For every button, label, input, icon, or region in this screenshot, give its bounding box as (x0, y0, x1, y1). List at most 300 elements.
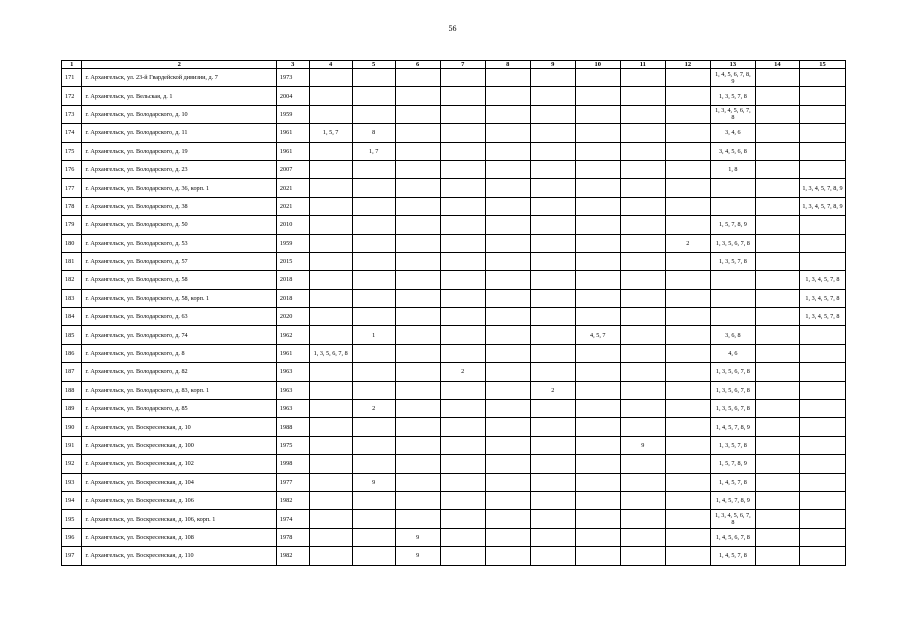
row-number-cell: 189 (62, 400, 82, 418)
value-cell (665, 252, 710, 270)
value-cell (755, 436, 799, 454)
value-cell (309, 510, 352, 528)
value-cell (485, 179, 530, 197)
row-number-cell: 183 (62, 289, 82, 307)
row-number-cell: 194 (62, 491, 82, 509)
year-cell: 1959 (276, 105, 309, 123)
value-cell (620, 400, 665, 418)
value-cell (485, 547, 530, 565)
value-cell (440, 547, 485, 565)
value-cell (352, 69, 395, 87)
value-cell (395, 436, 440, 454)
value-cell (485, 105, 530, 123)
year-cell: 1977 (276, 473, 309, 491)
value-cell (799, 400, 845, 418)
value-cell (485, 252, 530, 270)
table-row (62, 547, 846, 565)
value-cell (575, 418, 620, 436)
value-cell (309, 363, 352, 381)
value-cell (665, 547, 710, 565)
value-cell (530, 105, 575, 123)
address-cell: г. Архангельск, ул. Воскресенская, д. 108 (82, 528, 276, 546)
address-cell: г. Архангельск, ул. Воскресенская, д. 106, корп. 1 (82, 510, 276, 528)
value-cell (665, 197, 710, 215)
table-row (62, 216, 846, 234)
value-cell (799, 491, 845, 509)
table-row (62, 197, 846, 215)
value-cell (440, 400, 485, 418)
value-cell (620, 381, 665, 399)
year-cell: 1998 (276, 455, 309, 473)
value-cell: 1, 4, 5, 7, 8, 9 (710, 418, 755, 436)
value-cell (352, 105, 395, 123)
value-cell (799, 87, 845, 105)
column-header: 15 (799, 61, 845, 69)
value-cell (440, 326, 485, 344)
value-cell (352, 547, 395, 565)
value-cell (395, 105, 440, 123)
value-cell (395, 234, 440, 252)
row-number-cell: 177 (62, 179, 82, 197)
value-cell (440, 252, 485, 270)
value-cell (440, 473, 485, 491)
value-cell (309, 197, 352, 215)
value-cell: 1, 4, 5, 6, 7, 8, 9 (710, 69, 755, 87)
year-cell: 1988 (276, 418, 309, 436)
value-cell (485, 69, 530, 87)
value-cell (710, 289, 755, 307)
value-cell (485, 528, 530, 546)
value-cell (395, 455, 440, 473)
address-cell: г. Архангельск, ул. Володарского, д. 58, корп. 1 (82, 289, 276, 307)
value-cell (485, 473, 530, 491)
value-cell (575, 363, 620, 381)
row-number-cell: 187 (62, 363, 82, 381)
value-cell (575, 234, 620, 252)
value-cell (530, 179, 575, 197)
value-cell (665, 69, 710, 87)
value-cell (620, 69, 665, 87)
address-cell: г. Архангельск, ул. Воскресенская, д. 110 (82, 547, 276, 565)
value-cell (755, 142, 799, 160)
value-cell (799, 124, 845, 142)
address-cell: г. Архангельск, ул. Воскресенская, д. 106 (82, 491, 276, 509)
value-cell (352, 418, 395, 436)
table-row (62, 418, 846, 436)
value-cell (799, 510, 845, 528)
value-cell (530, 436, 575, 454)
address-cell: г. Архангельск, ул. Володарского, д. 58 (82, 271, 276, 289)
value-cell (440, 289, 485, 307)
value-cell (352, 363, 395, 381)
value-cell (755, 179, 799, 197)
value-cell (575, 216, 620, 234)
value-cell: 9 (395, 547, 440, 565)
address-cell: г. Архангельск, ул. Володарского, д. 36, корп. 1 (82, 179, 276, 197)
address-cell: г. Архангельск, ул. Володарского, д. 38 (82, 197, 276, 215)
value-cell: 1, 3, 5, 7, 8 (710, 252, 755, 270)
value-cell (530, 252, 575, 270)
value-cell (440, 436, 485, 454)
value-cell (575, 179, 620, 197)
value-cell (309, 473, 352, 491)
value-cell (440, 510, 485, 528)
value-cell (530, 473, 575, 491)
column-header: 5 (352, 61, 395, 69)
value-cell (755, 197, 799, 215)
value-cell (440, 160, 485, 178)
value-cell (530, 344, 575, 362)
value-cell: 1, 4, 5, 6, 7, 8 (710, 528, 755, 546)
value-cell (485, 142, 530, 160)
data-table (61, 60, 846, 566)
year-cell: 1963 (276, 363, 309, 381)
value-cell (485, 326, 530, 344)
table-body (62, 69, 846, 566)
value-cell: 1, 3, 4, 5, 6, 7, 8 (710, 510, 755, 528)
value-cell (799, 105, 845, 123)
table-row (62, 271, 846, 289)
page-number: 56 (448, 24, 457, 33)
year-cell: 1962 (276, 326, 309, 344)
value-cell (309, 308, 352, 326)
year-cell: 2021 (276, 179, 309, 197)
year-cell: 1963 (276, 381, 309, 399)
value-cell (530, 308, 575, 326)
value-cell (799, 252, 845, 270)
value-cell (530, 455, 575, 473)
row-number-cell: 179 (62, 216, 82, 234)
address-cell: г. Архангельск, ул. Володарского, д. 83, корп. 1 (82, 381, 276, 399)
value-cell (440, 418, 485, 436)
column-header: 13 (710, 61, 755, 69)
year-cell: 1974 (276, 510, 309, 528)
value-cell (440, 197, 485, 215)
value-cell (665, 455, 710, 473)
value-cell (309, 179, 352, 197)
table-row (62, 87, 846, 105)
value-cell (575, 142, 620, 160)
value-cell (485, 363, 530, 381)
value-cell (309, 547, 352, 565)
value-cell (395, 326, 440, 344)
table-row (62, 179, 846, 197)
value-cell (440, 124, 485, 142)
value-cell (799, 547, 845, 565)
address-cell: г. Архангельск, ул. Володарского, д. 63 (82, 308, 276, 326)
value-cell (530, 363, 575, 381)
value-cell (440, 105, 485, 123)
table-row (62, 160, 846, 178)
value-cell (309, 160, 352, 178)
value-cell (395, 491, 440, 509)
year-cell: 2010 (276, 216, 309, 234)
value-cell: 1, 5, 7 (309, 124, 352, 142)
value-cell (395, 289, 440, 307)
year-cell: 1959 (276, 234, 309, 252)
value-cell (485, 308, 530, 326)
value-cell (755, 105, 799, 123)
value-cell (755, 216, 799, 234)
value-cell (395, 418, 440, 436)
value-cell (309, 400, 352, 418)
value-cell (530, 326, 575, 344)
value-cell (395, 142, 440, 160)
table-row (62, 289, 846, 307)
value-cell (620, 252, 665, 270)
value-cell (755, 252, 799, 270)
value-cell (485, 234, 530, 252)
value-cell (755, 344, 799, 362)
value-cell (440, 87, 485, 105)
value-cell (575, 160, 620, 178)
value-cell (309, 142, 352, 160)
row-number-cell: 192 (62, 455, 82, 473)
value-cell: 1, 3, 5, 6, 7, 8 (710, 400, 755, 418)
value-cell (309, 234, 352, 252)
value-cell (352, 179, 395, 197)
value-cell (620, 142, 665, 160)
value-cell: 2 (530, 381, 575, 399)
column-header: 4 (309, 61, 352, 69)
value-cell: 2 (352, 400, 395, 418)
value-cell (620, 308, 665, 326)
row-number-cell: 180 (62, 234, 82, 252)
value-cell (530, 197, 575, 215)
value-cell (309, 381, 352, 399)
value-cell (665, 473, 710, 491)
value-cell (575, 344, 620, 362)
value-cell: 1, 3, 5, 6, 7, 8 (710, 363, 755, 381)
value-cell (799, 344, 845, 362)
value-cell: 9 (352, 473, 395, 491)
value-cell (530, 289, 575, 307)
value-cell: 2 (440, 363, 485, 381)
value-cell (755, 69, 799, 87)
value-cell: 1, 4, 5, 7, 8, 9 (710, 491, 755, 509)
column-header: 14 (755, 61, 799, 69)
value-cell (395, 124, 440, 142)
value-cell (395, 400, 440, 418)
value-cell (755, 381, 799, 399)
value-cell (710, 308, 755, 326)
value-cell: 2 (665, 234, 710, 252)
value-cell (530, 234, 575, 252)
value-cell (530, 87, 575, 105)
table-row (62, 528, 846, 546)
value-cell (485, 381, 530, 399)
value-cell: 1, 5, 7, 8, 9 (710, 455, 755, 473)
value-cell (395, 87, 440, 105)
value-cell (485, 491, 530, 509)
value-cell (710, 271, 755, 289)
value-cell: 1, 3, 4, 5, 7, 8, 9 (799, 179, 845, 197)
value-cell (620, 326, 665, 344)
value-cell (530, 547, 575, 565)
value-cell (665, 491, 710, 509)
address-cell: г. Архангельск, ул. Володарского, д. 23 (82, 160, 276, 178)
value-cell (530, 271, 575, 289)
value-cell (665, 289, 710, 307)
value-cell (395, 308, 440, 326)
value-cell (309, 455, 352, 473)
value-cell (755, 400, 799, 418)
value-cell (575, 528, 620, 546)
value-cell (665, 308, 710, 326)
value-cell (755, 87, 799, 105)
row-number-cell: 185 (62, 326, 82, 344)
address-cell: г. Архангельск, ул. 23-й Гвардейской дивизии, д. 7 (82, 69, 276, 87)
value-cell (440, 344, 485, 362)
value-cell (309, 289, 352, 307)
value-cell (620, 87, 665, 105)
value-cell (352, 381, 395, 399)
row-number-cell: 172 (62, 87, 82, 105)
value-cell (485, 124, 530, 142)
value-cell (440, 491, 485, 509)
value-cell (440, 308, 485, 326)
value-cell (485, 344, 530, 362)
value-cell: 1, 7 (352, 142, 395, 160)
value-cell (575, 510, 620, 528)
value-cell (710, 197, 755, 215)
value-cell (309, 69, 352, 87)
value-cell: 1, 4, 5, 7, 8 (710, 473, 755, 491)
value-cell (309, 436, 352, 454)
value-cell (395, 160, 440, 178)
value-cell (309, 528, 352, 546)
value-cell (755, 418, 799, 436)
column-header: 11 (620, 61, 665, 69)
value-cell (755, 308, 799, 326)
value-cell (575, 87, 620, 105)
value-cell (395, 179, 440, 197)
value-cell (665, 124, 710, 142)
value-cell (395, 344, 440, 362)
value-cell (755, 326, 799, 344)
value-cell (440, 142, 485, 160)
year-cell: 1973 (276, 69, 309, 87)
value-cell (485, 87, 530, 105)
value-cell (352, 510, 395, 528)
value-cell (665, 87, 710, 105)
year-cell: 1982 (276, 547, 309, 565)
value-cell: 4, 5, 7 (575, 326, 620, 344)
value-cell (440, 381, 485, 399)
row-number-cell: 184 (62, 308, 82, 326)
value-cell (352, 289, 395, 307)
value-cell (395, 252, 440, 270)
value-cell (665, 400, 710, 418)
value-cell (665, 344, 710, 362)
value-cell (485, 455, 530, 473)
table-row (62, 436, 846, 454)
value-cell (665, 271, 710, 289)
value-cell (799, 528, 845, 546)
value-cell (665, 510, 710, 528)
value-cell (620, 344, 665, 362)
value-cell (485, 418, 530, 436)
address-cell: г. Архангельск, ул. Володарского, д. 8 (82, 344, 276, 362)
value-cell (799, 363, 845, 381)
row-number-cell: 196 (62, 528, 82, 546)
value-cell (530, 418, 575, 436)
value-cell (395, 510, 440, 528)
value-cell (352, 491, 395, 509)
address-cell: г. Архангельск, ул. Володарского, д. 57 (82, 252, 276, 270)
value-cell (309, 326, 352, 344)
value-cell: 1, 3, 5, 6, 7, 8 (309, 344, 352, 362)
address-cell: г. Архангельск, ул. Володарского, д. 19 (82, 142, 276, 160)
value-cell (755, 547, 799, 565)
value-cell: 1 (352, 326, 395, 344)
value-cell (620, 197, 665, 215)
year-cell: 1963 (276, 400, 309, 418)
value-cell (309, 271, 352, 289)
year-cell: 1982 (276, 491, 309, 509)
value-cell (665, 216, 710, 234)
value-cell (755, 289, 799, 307)
value-cell: 4, 6 (710, 344, 755, 362)
year-cell: 2007 (276, 160, 309, 178)
year-cell: 2021 (276, 197, 309, 215)
value-cell (485, 436, 530, 454)
row-number-cell: 195 (62, 510, 82, 528)
value-cell (755, 271, 799, 289)
value-cell (710, 179, 755, 197)
value-cell (309, 491, 352, 509)
row-number-cell: 191 (62, 436, 82, 454)
row-number-cell: 178 (62, 197, 82, 215)
value-cell (575, 124, 620, 142)
value-cell (620, 105, 665, 123)
value-cell (440, 216, 485, 234)
value-cell (799, 216, 845, 234)
value-cell (665, 142, 710, 160)
value-cell (665, 105, 710, 123)
table-row (62, 308, 846, 326)
column-header: 10 (575, 61, 620, 69)
value-cell (395, 216, 440, 234)
value-cell (755, 363, 799, 381)
value-cell (440, 271, 485, 289)
value-cell: 1, 3, 4, 5, 7, 8 (799, 289, 845, 307)
value-cell (755, 473, 799, 491)
address-cell: г. Архангельск, ул. Воскресенская, д. 104 (82, 473, 276, 491)
value-cell (665, 381, 710, 399)
value-cell: 1, 3, 5, 7, 8 (710, 436, 755, 454)
value-cell (799, 69, 845, 87)
table-row (62, 363, 846, 381)
value-cell (352, 197, 395, 215)
value-cell (395, 69, 440, 87)
value-cell (620, 491, 665, 509)
table-row (62, 510, 846, 528)
value-cell (755, 234, 799, 252)
row-number-cell: 190 (62, 418, 82, 436)
value-cell (352, 455, 395, 473)
value-cell (530, 69, 575, 87)
value-cell (530, 491, 575, 509)
value-cell (530, 510, 575, 528)
address-cell: г. Архангельск, ул. Воскресенская, д. 100 (82, 436, 276, 454)
value-cell (485, 216, 530, 234)
table-row (62, 491, 846, 509)
column-header: 9 (530, 61, 575, 69)
row-number-cell: 171 (62, 69, 82, 87)
value-cell (799, 142, 845, 160)
table-row (62, 234, 846, 252)
